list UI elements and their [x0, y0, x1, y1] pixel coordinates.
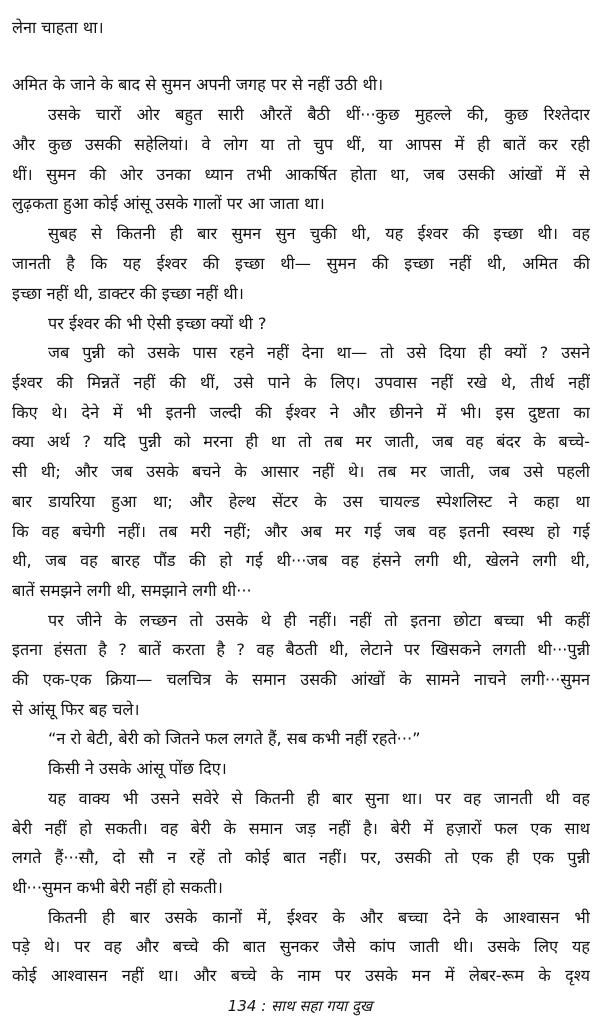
text-line-27: यह वाक्य भी उसने सवेरे से कितनी ही बार सुना था। पर वह जानती थी वह: [48, 789, 590, 808]
text-line-16: सी थी; और जब उसके बचने के आसार नहीं थे। तब मर जाती, जब उसे पहली: [12, 462, 590, 481]
text-line-30: थी···सुमन कभी बेरी नहीं हो सकती।: [12, 878, 223, 897]
text-line-15: क्या अर्थ ? यदि पुन्नी को मरना ही था तो तब मर जाती, जब वह बंदर के बच्चे-: [12, 432, 590, 451]
text-line-14: किए थे। देने में भी इतनी जल्दी की ईश्वर ने और छीनने में भी। इस दुष्टता का: [12, 403, 590, 422]
text-line-22: इतना हंसता है ? बातें करता है ? वह बैठती थी, लेटाने पर खिसकने लगती थी···पुन्नी: [12, 640, 590, 659]
text-line-9: जानती है कि यह ईश्वर की इच्छा थी— सुमन की इच्छा नहीं थी, अमित की: [12, 254, 590, 273]
page-footer: 134 : साथ सहा गया दुख: [227, 997, 373, 1015]
text-line-11: पर ईश्वर की भी ऐसी इच्छा क्यों थी ?: [48, 314, 267, 333]
text-line-3: अमित के जाने के बाद से सुमन अपनी जगह पर से नहीं उठी थी।: [12, 75, 384, 94]
text-line-25: “न रो बेटी, बेरी को जितने फल लगते हैं, सब कभी नहीं रहते···”: [48, 729, 421, 748]
text-line-29: लगते हैं···सौ, दो सौ न रहें तो कोई बात नहीं। पर, उसकी तो एक ही एक पुन्नी: [12, 848, 590, 867]
text-line-28: बेरी नहीं हो सकती। वह बेरी के समान जड़ नहीं है। बेरी में हज़ारों फल एक साथ: [12, 819, 590, 838]
text-line-26: किसी ने उसके आंसू पोंछ दिए।: [48, 759, 227, 778]
text-line-31: कितनी ही बार उसके कानों में, ईश्वर के और बच्चा देने के आश्वासन भी: [48, 908, 590, 927]
text-line-33: कोई आश्वासन नहीं था। और बच्चे के नाम पर उसके मन में लेबर-रूम के दृश्य: [12, 966, 590, 985]
text-line-18: कि वह बचेगी नहीं। तब मरी नहीं; और अब मर गई जब वह इतनी स्वस्थ हो गई: [12, 522, 590, 541]
text-line-20: बातें समझने लगी थी, समझाने लगी थी···: [12, 581, 252, 600]
text-line-24: से आंसू फिर बह चले।: [12, 700, 140, 719]
text-line-6: थीं। सुमन की ओर उनका ध्यान तभी आकर्षित होता था, जब उसकी आंखों में से: [12, 165, 590, 184]
text-line-1: लेना चाहता था।: [12, 18, 104, 37]
text-line-7: लुढ़कता हुआ कोई आंसू उसके गालों पर आ जाता था।: [12, 194, 325, 213]
text-line-8: सुबह से कितनी ही बार सुमन सुन चुकी थी, यह ईश्वर की इच्छा थी। वह: [48, 224, 590, 243]
text-line-12: जब पुन्नी को उसके पास रहने नहीं देना था— तो उसे दिया ही क्यों ? उसने: [48, 343, 590, 362]
text-line-10: इच्छा नहीं थी, डाक्टर की इच्छा नहीं थी।: [12, 284, 244, 303]
text-line-32: पड़े थे। पर वह और बच्चे की बात सुनकर जैसे कांप जाती थी। उसके लिए यह: [12, 937, 590, 956]
text-line-23: की एक-एक क्रिया— चलचित्र के समान उसकी आंखों के सामने नाचने लगी···सुमन: [12, 670, 590, 689]
text-line-4: उसके चारों ओर बहुत सारी औरतें बैठी थीं···कुछ मुहल्ले की, कुछ रिश्तेदार: [48, 105, 590, 124]
text-line-21: पर जीने के लच्छन तो उसके थे ही नहीं। नहीं तो इतना छोटा बच्चा भी कहीं: [48, 611, 590, 630]
text-line-13: ईश्वर की मिन्नतें नहीं की थीं, उसे पाने के लिए। उपवास नहीं रखे थे, तीर्थ नहीं: [12, 373, 590, 392]
text-line-5: और कुछ उसकी सहेलियां। वे लोग या तो चुप थीं, या आपस में ही बातें कर रही: [12, 135, 590, 154]
text-line-17: बार डायरिया हुआ था; और हेल्थ सेंटर के उस चायल्ड स्पेशलिस्ट ने कहा था: [12, 492, 590, 511]
text-line-19: थी, जब वह बारह पौंड की हो गई थी···जब वह हंसने लगी थी, खेलने लगी थी,: [12, 551, 590, 570]
